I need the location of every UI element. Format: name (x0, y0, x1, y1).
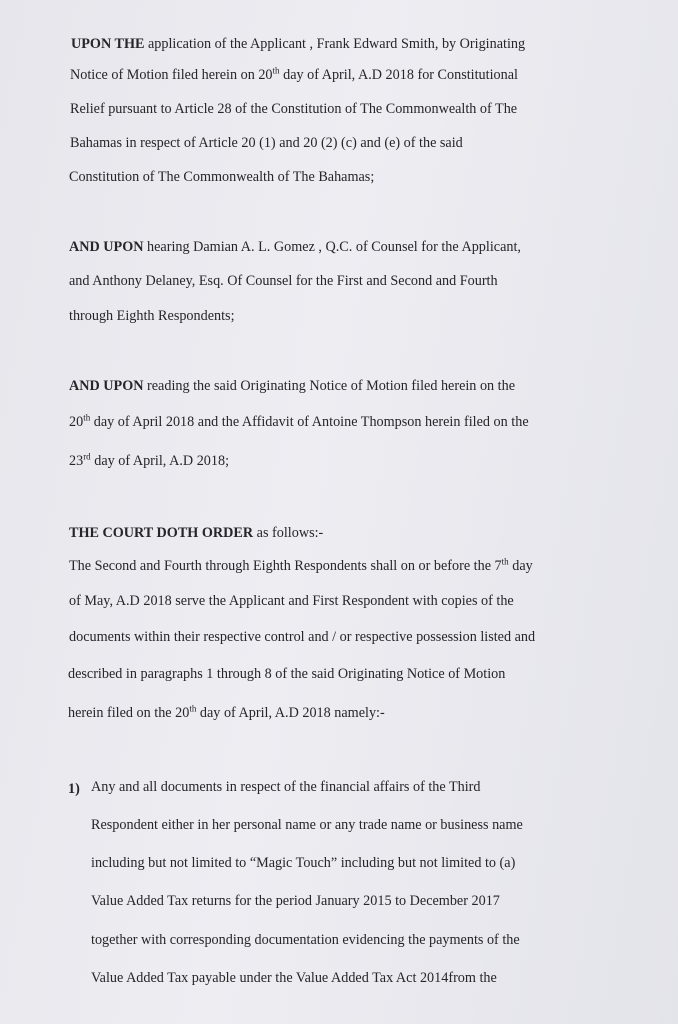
reading-line-2: 20th day of April 2018 and the Affidavit of Antoine Thompson herein filed on the (69, 412, 529, 430)
list-item-1-line-2: Respondent either in her personal name or any trade name or business name (91, 817, 523, 833)
hearing-lead: AND UPON (69, 239, 144, 255)
order-lead: THE COURT DOTH ORDER (69, 525, 254, 541)
upon-line-3: Relief pursuant to Article 28 of the Constitution of The Commonwealth of The (70, 101, 518, 117)
order-line-1: THE COURT DOTH ORDER as follows:- (69, 525, 324, 541)
reading-lead: AND UPON (69, 378, 144, 394)
list-item-1-line-3: including but not limited to “Magic Touch” including but not limited to (a) (91, 855, 516, 871)
upon-line-2: Notice of Motion filed herein on 20th day of April, A.D 2018 for Constitutional (70, 65, 518, 83)
list-item-1-line-4: Value Added Tax returns for the period January 2015 to December 2017 (91, 893, 500, 909)
hearing-line-1: AND UPON hearing Damian A. L. Gomez , Q.C. of Counsel for the Applicant, (69, 239, 521, 255)
order-line-3: of May, A.D 2018 serve the Applicant and First Respondent with copies of the (69, 593, 514, 609)
order-line-5: described in paragraphs 1 through 8 of the said Originating Notice of Motion (68, 666, 506, 682)
hearing-line-3: through Eighth Respondents; (69, 308, 235, 324)
list-item-number: 1) (68, 781, 80, 797)
order-line-2: The Second and Fourth through Eighth Respondents shall on or before the 7th day (69, 556, 533, 574)
reading-line-3: 23rd day of April, A.D 2018; (69, 451, 230, 469)
upon-line-5: Constitution of The Commonwealth of The Bahamas; (69, 169, 375, 185)
list-item-1-line-5: together with corresponding documentation evidencing the payments of the (91, 932, 520, 948)
list-item-1-line-6: Value Added Tax payable under the Value Added Tax Act 2014from the (91, 970, 497, 986)
order-line-4: documents within their respective control and / or respective possession listed and (69, 629, 536, 645)
upon-lead: UPON THE (71, 36, 145, 52)
order-line-6: herein filed on the 20th day of April, A.D 2018 namely:- (68, 703, 385, 721)
reading-line-1: AND UPON reading the said Originating Notice of Motion filed herein on the (69, 378, 516, 394)
upon-line-1: UPON THE application of the Applicant , Frank Edward Smith, by Originating (71, 36, 526, 52)
upon-line-4: Bahamas in respect of Article 20 (1) and 20 (2) (c) and (e) of the said (70, 135, 463, 151)
list-item-1-line-1: Any and all documents in respect of the financial affairs of the Third (91, 779, 481, 795)
hearing-line-2: and Anthony Delaney, Esq. Of Counsel for the First and Second and Fourth (69, 273, 498, 289)
